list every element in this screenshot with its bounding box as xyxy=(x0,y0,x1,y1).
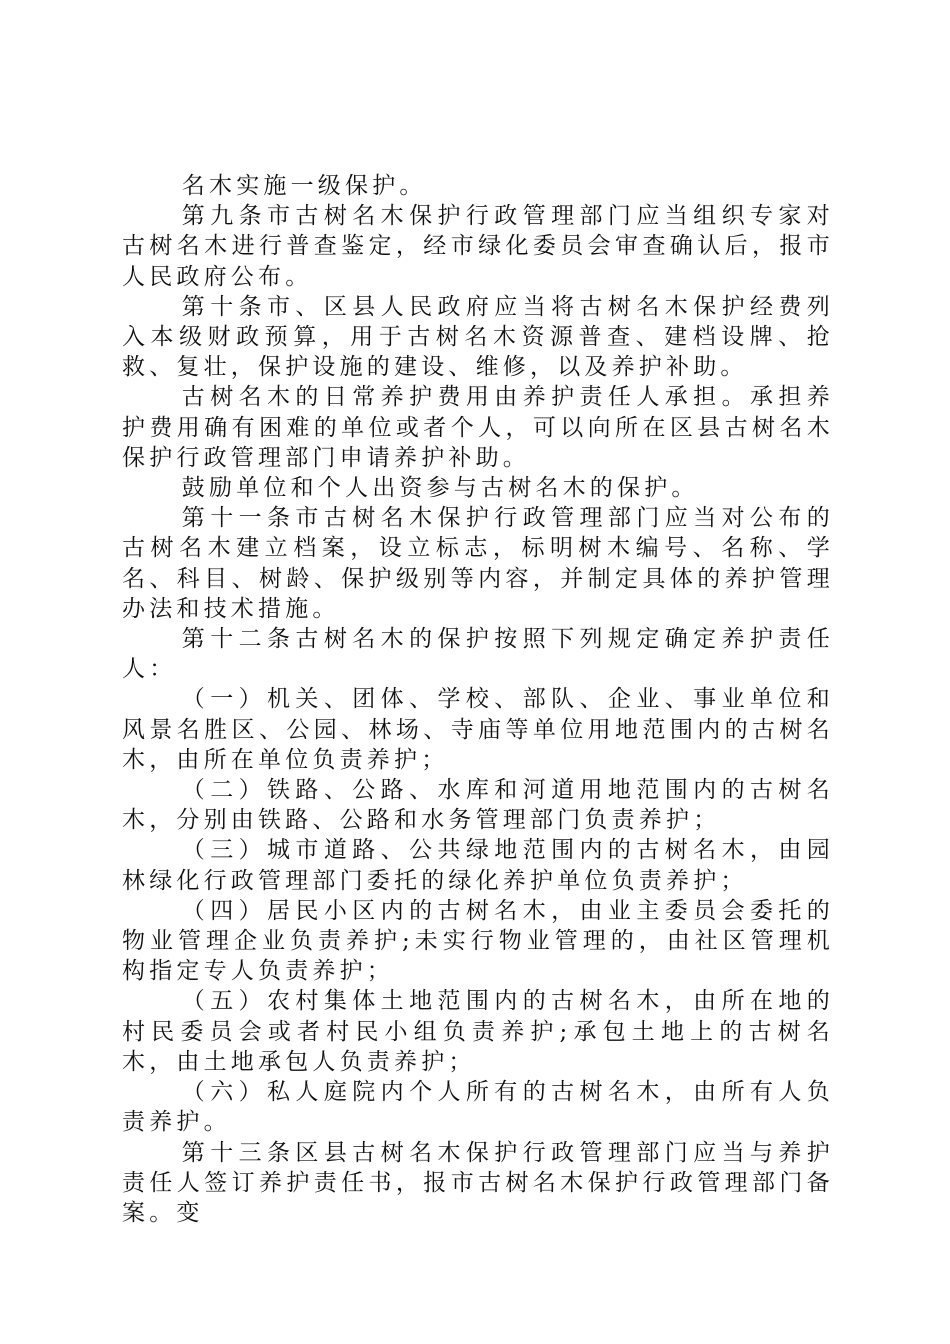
article-12-item-2: （二）铁路、公路、水库和河道用地范围内的古树名木，分别由铁路、公路和水务管理部门负责养护； xyxy=(122,777,834,834)
article-12-item-3: （三）城市道路、公共绿地范围内的古树名木，由园林绿化行政管理部门委托的绿化养护单位负责养护； xyxy=(122,837,834,894)
article-12-item-5: （五）农村集体土地范围内的古树名木，由所在地的村民委员会或者村民小组负责养护;承包土地上的古树名木，由土地承包人负责养护； xyxy=(122,988,834,1075)
article-10-para-2: 古树名木的日常养护费用由养护责任人承担。承担养护费用确有困难的单位或者个人，可以向所在区县古树名木保护行政管理部门申请养护补助。 xyxy=(122,384,834,471)
article-11: 第十一条市古树名木保护行政管理部门应当对公布的古树名木建立档案，设立标志，标明树木编号、名称、学名、科目、树龄、保护级别等内容，并制定具体的养护管理办法和技术措施。 xyxy=(122,505,834,622)
article-13: 第十三条区县古树名木保护行政管理部门应当与养护责任人签订养护责任书，报市古树名木保护行政管理部门备案。变 xyxy=(122,1139,834,1226)
article-12-item-6: （六）私人庭院内个人所有的古树名木，由所有人负责养护。 xyxy=(122,1079,834,1136)
regulation-text xyxy=(122,171,834,1228)
paragraph-1: 名木实施一级保护。 xyxy=(181,173,427,199)
article-12-item-4: （四）居民小区内的古树名木，由业主委员会委托的物业管理企业负责养护;未实行物业管理的，由社区管理机构指定专人负责养护； xyxy=(122,897,834,985)
article-12: 第十二条古树名木的保护按照下列规定确定养护责任人： xyxy=(122,626,834,683)
article-10-para-3: 鼓励单位和个人出资参与古树名木的保护。 xyxy=(181,475,699,502)
article-9: 第九条市古树名木保护行政管理部门应当组织专家对古树名木进行普查鉴定，经市绿化委员会审查确认后，报市人民政府公布。 xyxy=(122,203,834,290)
article-12-item-1: （一）机关、团体、学校、部队、企业、事业单位和风景名胜区、公园、林场、寺庙等单位用地范围内的古树名木，由所在单位负责养护； xyxy=(122,686,834,773)
article-10: 第十条市、区县人民政府应当将古树名木保护经费列入本级财政预算，用于古树名木资源普查、建档设牌、抢救、复壮，保护设施的建设、维修，以及养护补助。 xyxy=(122,293,834,381)
